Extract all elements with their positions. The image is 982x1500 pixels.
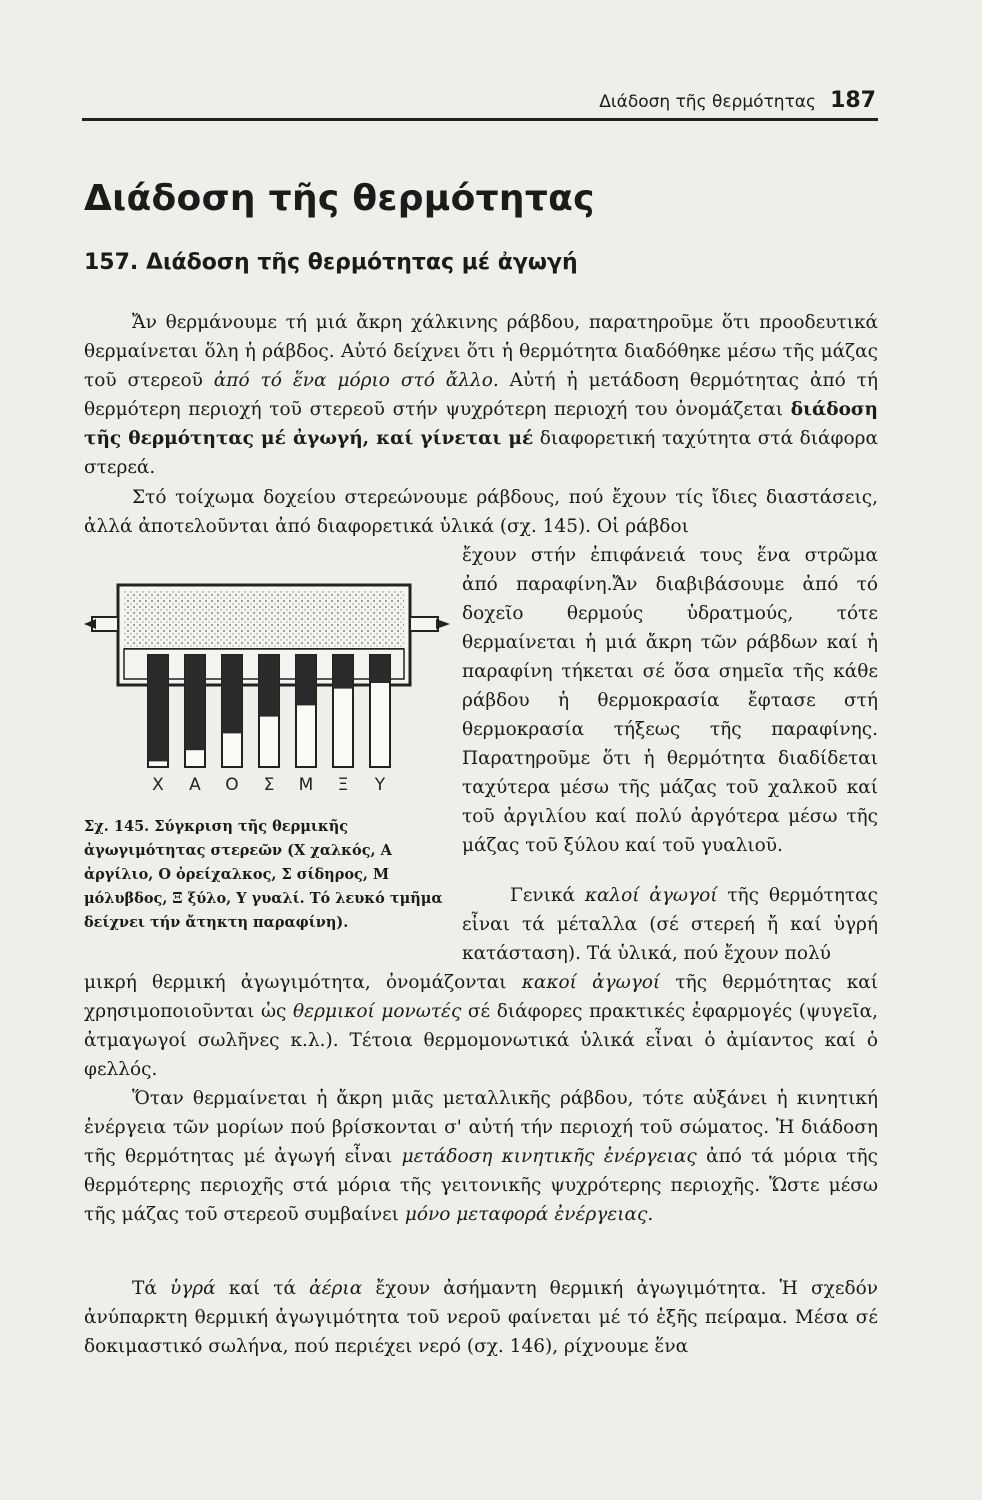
p3f-text-a: μικρή θερμική ἀγωγιμότητα, ὀνομάζονται (84, 972, 522, 993)
p4-text-a: Ὅταν θερμαίνεται ἡ ἄκρη μιᾶς μεταλλικῆς ράβδου, τότε αὐξάνει ἡ κινητική ἐνέργεια τῶν μορίων πού βρίσκονται σ' αὐτή τήν περιοχή τοῦ σώματος. Ἡ διάδοση τῆς θερμότητας μέ ἀγωγή εἶναι (84, 1088, 878, 1167)
figure-145 (84, 575, 450, 805)
p5-text-e: ἔχουν ἀσήμαντη θερμική ἀγωγιμότητα. Ἡ σχεδόν ἀνύπαρκτη θερμική ἀγωγιμότητα τοῦ νεροῦ φαίνεται μέ τό ἑξῆς πείραμα. Μέσα σέ δοκιμαστικό σωλήνα, πού περιέχει νερό (σχ. 146), ρίχνουμε ἕνα (84, 1278, 878, 1357)
rod-label-1: Α (189, 775, 201, 795)
paragraph-2-side: ἔχουν στήν ἐπιφάνειά τους ἕνα στρῶμα ἀπό παραφίνη.Ἄν διαβιβάσουμε ἀπό τό δοχεῖο θερμούς ὑδρατμούς, τότε θερμαίνεται ἡ μιά ἄκρη τῶν ράβδων καί ἡ παραφίνη τήκεται σέ ὅσα σημεῖα τῆς κάθε ράβδου ἡ θερμοκρασία ἔφτασε στή θερμοκρασία τήξεως τῆς παραφίνης. Παρατηροῦμε ὅτι ἡ θερμότητα διαδίδεται ταχύτερα μέσω τῆς μάζας τοῦ χαλκοῦ καί τοῦ ἀργιλίου καί πολύ ἀργότερα μέσω τῆς μάζας τοῦ ξύλου καί τοῦ γυαλιοῦ. (462, 545, 878, 856)
rod-melted-part-5 (333, 655, 353, 689)
rod-melted-part-1 (185, 655, 205, 750)
rod-melted-part-2 (222, 655, 242, 733)
section-title: 157. Διάδοση τῆς θερμότητας μέ ἀγωγή (84, 250, 578, 275)
rod-melted-part-6 (370, 655, 390, 683)
p1-bold-term: διάδοση τῆς θερμότητας μέ ἀγωγή, καί γίνεται μέ (84, 399, 878, 449)
p3-italic-good-conductors: καλοί ἀγωγοί (584, 885, 718, 906)
p3f-text-c: τῆς θερμότητας καί χρησιμοποιοῦνται ὡς (84, 972, 879, 1022)
rods-group (148, 655, 390, 767)
steam-inlet-pipe (410, 617, 438, 631)
p3-text-c: τῆς θερμότητας εἶναι τά μέταλλα (σέ στερεή ἤ καί ὑγρή κατάσταση). Τά ὑλικά, πού ἔχουν πολύ (462, 885, 878, 964)
p5-text-a: Τά (132, 1278, 170, 1299)
paragraph-3-full (84, 968, 878, 1084)
rod-labels-group (152, 775, 386, 795)
p4-text-c: ἀπό τά μόρια τῆς θερμότερης περιοχῆς στά μόρια τῆς γειτονικῆς ψυχρότερης περιοχῆς. Ὥστε μέσω τῆς μάζας τοῦ στερεοῦ συμβαίνει (84, 1146, 878, 1225)
outlet-arrow-icon (84, 619, 96, 629)
paragraph-2: Στό τοίχωμα δοχείου στερεώνουμε ράβδους, πού ἔχουν τίς ἴδιες διαστάσεις, ἀλλά ἀποτελοῦνται ἀπό διαφορετικά ὑλικά (σχ. 145). Οἱ ράβδοι (84, 487, 878, 537)
rod-label-5: Ξ (337, 775, 349, 795)
page-header (82, 88, 878, 121)
rod-label-3: Σ (263, 775, 275, 795)
p4-italic-energy-transfer: μόνο μεταφορά ἐνέργειας. (404, 1204, 654, 1225)
paragraph-5 (84, 1274, 878, 1361)
p1-text-a: Ἄν θερμάνουμε τή μιά ἄκρη χάλκινης ράβδου, παρατηροῦμε ὅτι προοδευτικά θερμαίνεται ὅλη ἡ ράβδος. Αὐτό δείχνει ὅτι ἡ θερμότητα διαδόθηκε μέσω τῆς μάζας τοῦ στερεοῦ (84, 312, 878, 391)
rod-melted-part-0 (148, 655, 168, 761)
p3f-text-e: σέ διάφορες πρακτικές ἐφαρμογές (ψυγεῖα, ἀτμαγωγοί σωλῆνες κ.λ.). Τέτοια θερμομονωτικά ὑλικά εἶναι ὁ ἀμίαντος καί ὁ φελλός. (84, 1001, 879, 1080)
rod-melted-part-3 (259, 655, 279, 717)
figure-caption (84, 815, 450, 935)
steam-fill (124, 591, 404, 649)
rod-label-2: Ο (225, 775, 239, 795)
p5-text-c: καί τά (215, 1278, 310, 1299)
caption-text: Σύγκριση τῆς θερμικῆς ἀγωγιμότητας στερεῶν (Χ χαλκός, Α ἀργίλιο, Ο ὀρείχαλκος, Σ σίδηρος, Μ μόλυβδος, Ξ ξύλο, Υ γυαλί. Τό λευκό τμῆμα δείχνει τήν ἄτηκτη παραφίνη). (84, 818, 443, 931)
p5-italic-liquids: ὑγρά (169, 1278, 216, 1299)
rod-label-4: Μ (298, 775, 314, 795)
rod-label-6: Υ (374, 775, 386, 795)
page-number: 187 (830, 88, 876, 113)
caption-label: Σχ. 145. (84, 818, 150, 835)
running-title: Διάδοση τῆς θερμότητας (599, 92, 816, 112)
p3f-italic-bad-conductors: κακοί ἀγωγοί (521, 972, 661, 993)
rod-melted-part-4 (296, 655, 316, 705)
paragraph-4 (84, 1084, 878, 1229)
p1-italic: ἀπό τό ἕνα μόριο στό ἄλλο. (213, 370, 499, 391)
p3-text-a: Γενικά (510, 885, 585, 906)
paragraph-3-side (462, 881, 878, 968)
p5-italic-gases: ἀέρια (309, 1278, 363, 1299)
chapter-title: Διάδοση τῆς θερμότητας (84, 178, 595, 219)
p1-text-c: Αὐτή ἡ μετάδοση θερμότητας ἀπό τή θερμότερη περιοχή τοῦ στερεοῦ στήν ψυχρότερη περιοχή του ὀνομάζεται (84, 370, 878, 420)
p1-text-e: διαφορετική ταχύτητα στά διάφορα στερεά. (84, 428, 878, 478)
rod-label-0: Χ (152, 775, 164, 795)
conductivity-apparatus-diagram (84, 575, 450, 805)
p3f-italic-insulators: θερμικοί μονωτές (293, 1001, 462, 1022)
p4-italic-kinetic: μετάδοση κινητικῆς ἐνέργειας (401, 1146, 697, 1167)
inlet-arrow-icon (436, 619, 450, 629)
paragraph-1 (84, 308, 878, 482)
